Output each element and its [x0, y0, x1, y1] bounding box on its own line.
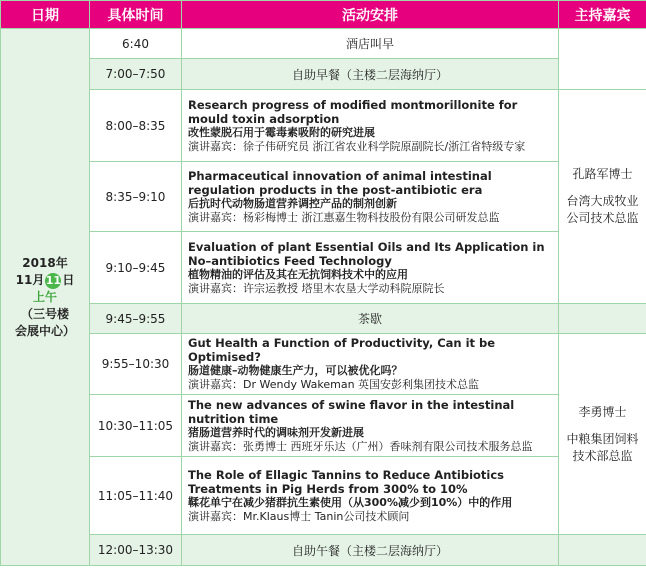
- host-org-2: 公司技术总监: [566, 211, 639, 225]
- talk-speaker: 演讲嘉宾：张勇博士 西班牙乐达（广州）香味剂有限公司技术服务总监: [188, 439, 533, 453]
- talk-title-en: Gut Health a Function of Productivity, Can it be Optimised?: [188, 336, 496, 364]
- date-month-day: [1, 272, 89, 289]
- host-cell-empty: [559, 29, 646, 90]
- talk-title-cn: 鞣花单宁在减少猪群抗生素使用（从300%减少到10%）中的作用: [188, 495, 513, 509]
- talk-speaker: 演讲嘉宾：许宗运教授 塔里木农垦大学动科院原院长: [188, 281, 445, 295]
- talk-title-cn: 植物精油的评估及其在无抗饲料技术中的应用: [188, 267, 408, 281]
- activity-cell: 自助午餐（主楼二层海纳厅）: [182, 535, 559, 566]
- date-location-1: （三号楼: [20, 306, 69, 321]
- table-row: [1, 535, 646, 566]
- time-cell: 6:40: [90, 29, 182, 59]
- date-period: 上午: [32, 289, 57, 304]
- table-row: [1, 232, 646, 304]
- time-cell: 9:55–10:30: [90, 334, 182, 395]
- host-cell-empty: [559, 535, 646, 566]
- talk-cell: [182, 457, 559, 535]
- date-day-suffix: 日: [62, 272, 75, 287]
- table-row: [1, 162, 646, 232]
- date-month: 11月: [15, 272, 45, 287]
- talk-speaker: 演讲嘉宾：徐子伟研究员 浙江省农业科学院原副院长/浙江省特级专家: [188, 139, 526, 153]
- talk-title-en: Research progress of modified montmorillonite for mould toxin adsorption: [188, 97, 518, 126]
- talk-title-en: Evaluation of plant Essential Oils and Its Application in No–antibiotics Feed Technology: [188, 239, 545, 268]
- date-day-badge: 11: [45, 273, 61, 287]
- table-row: [1, 334, 646, 395]
- activity-cell: 自助早餐（主楼二层海纳厅）: [182, 59, 559, 90]
- header-date: 日期: [1, 1, 90, 29]
- time-cell: 11:05–11:40: [90, 457, 182, 535]
- talk-title-cn: 后抗时代动物肠道营养调控产品的制剂创新: [188, 196, 397, 210]
- time-cell: 7:00–7:50: [90, 59, 182, 90]
- talk-title-cn: 肠道健康–动物健康生产力，可以被优化吗？: [188, 364, 403, 377]
- date-location-2: 会展中心）: [14, 323, 75, 338]
- host-cell-empty: [559, 304, 646, 334]
- header-time: 具体时间: [90, 1, 182, 29]
- talk-title-en: The Role of Ellagic Tannins to Reduce Antibiotics Treatments in Pig Herds from 300% to 10%: [188, 467, 505, 496]
- time-cell: 8:00–8:35: [90, 90, 182, 162]
- table-row: [1, 395, 646, 457]
- activity-cell: 酒店叫早: [182, 29, 559, 59]
- host-cell: [559, 334, 646, 535]
- date-year: 2018年: [22, 255, 68, 270]
- talk-cell: [182, 395, 559, 457]
- table-row: [1, 457, 646, 535]
- talk-speaker: 演讲嘉宾：Mr.Klaus博士 Tanin公司技术顾问: [188, 509, 410, 523]
- activity-cell: 茶歇: [182, 304, 559, 334]
- talk-title-en: The new advances of swine flavor in the intestinal nutrition time: [188, 397, 515, 426]
- host-org-2: 技术部总监: [572, 448, 633, 463]
- time-cell: 9:45–9:55: [90, 304, 182, 334]
- time-cell: 10:30–11:05: [90, 395, 182, 457]
- host-name: 孔路军博士: [572, 167, 633, 181]
- host-cell: [559, 90, 646, 304]
- talk-speaker: 演讲嘉宾：Dr Wendy Wakeman 英国安彭利集团技术总监: [188, 378, 480, 391]
- header-host: 主持嘉宾: [559, 1, 646, 29]
- talk-title-en: Pharmaceutical innovation of animal intestinal regulation products in the post-antibiotic era: [188, 168, 492, 197]
- table-row: [1, 29, 646, 59]
- header-row: [1, 1, 646, 29]
- time-cell: 8:35–9:10: [90, 162, 182, 232]
- talk-speaker: 演讲嘉宾：杨彩梅博士 浙江惠嘉生物科技股份有限公司研发总监: [188, 210, 500, 224]
- talk-cell: [182, 334, 559, 395]
- host-name: 李勇博士: [578, 404, 627, 419]
- table-row: [1, 59, 646, 90]
- talk-title-cn: 改性蒙脱石用于霉毒素吸附的研究进展: [188, 125, 375, 139]
- host-org-1: 中粮集团饲料: [566, 431, 639, 446]
- time-cell: 12:00–13:30: [90, 535, 182, 566]
- talk-cell: [182, 162, 559, 232]
- talk-cell: [182, 90, 559, 162]
- host-org-1: 台湾大成牧业: [566, 194, 639, 208]
- time-cell: 9:10–9:45: [90, 232, 182, 304]
- table-row: [1, 90, 646, 162]
- date-cell: [1, 29, 90, 566]
- header-activity: 活动安排: [182, 1, 559, 29]
- talk-title-cn: 猪肠道营养时代的调味剂开发新进展: [188, 425, 364, 439]
- talk-cell: [182, 232, 559, 304]
- table-row: [1, 304, 646, 334]
